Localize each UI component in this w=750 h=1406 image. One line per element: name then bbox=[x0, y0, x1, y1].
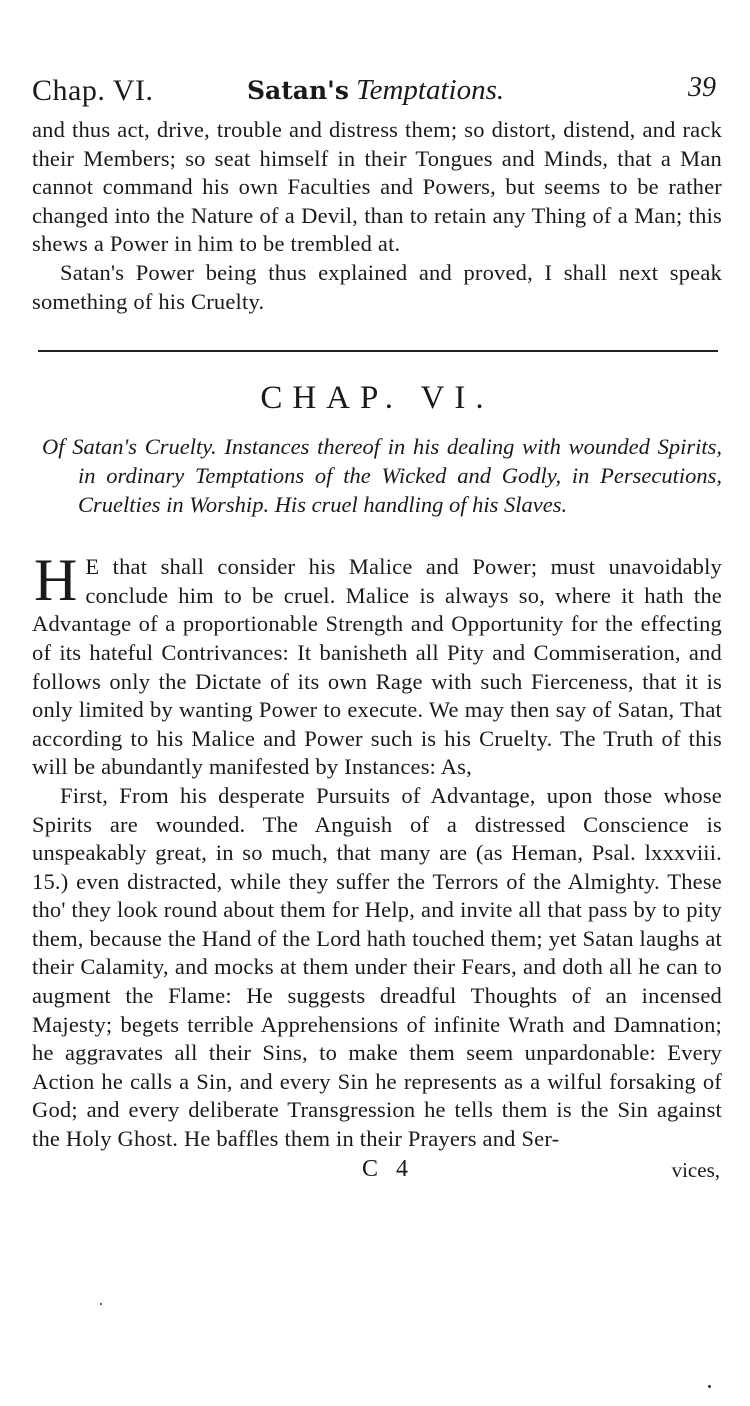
running-head bbox=[32, 70, 722, 116]
opening-paragraph: E that shall consider his Malice and Power; must unavoidably conclude him to be cruel. Malice is always so, where it hath the Advantage of a proportionable Strength and Opportunity for the effecting of its hateful Contrivances: It banisheth all Pity and Commiseration, and follows only the Dictate of its own Rage with such Fierceness, that it is only limited by wanting Power to execute. We may then say of Satan, That according to his Malice and Power such is his Cruelty. The Truth of this will be abundantly manifested by Instances: As, bbox=[32, 554, 722, 780]
chapter-body bbox=[32, 547, 722, 1153]
running-head-chapter: Chap. VI. bbox=[32, 74, 154, 107]
running-head-title bbox=[247, 74, 504, 107]
section-divider bbox=[38, 350, 718, 352]
running-head-title-upright: Satan's bbox=[247, 76, 349, 105]
catchword: vices, bbox=[671, 1157, 720, 1182]
transition-paragraph: Satan's Power being thus explained and proved, I shall next speak something of his Cruelty. bbox=[32, 259, 722, 314]
running-head-title-italic: Temptations. bbox=[356, 74, 505, 106]
chapter-summary: Of Satan's Cruelty. Instances thereof in his dealing with wounded Spirits, in ordinary Temptations of the Wicked and Godly, in Persecutions, Cruelties in Worship. His cruel handling of his Slaves. bbox=[42, 434, 722, 518]
ink-speck bbox=[708, 1385, 711, 1388]
drop-cap: H bbox=[34, 547, 78, 614]
ink-speck bbox=[100, 1303, 102, 1305]
signature-mark: C 4 bbox=[362, 1155, 415, 1182]
page-footer bbox=[32, 1156, 722, 1192]
chapter-heading: CHAP. VI. bbox=[260, 380, 494, 417]
continued-paragraph: and thus act, drive, trouble and distress them; so distort, distend, and rack their Members; so seat himself in their Tongues and Minds, that a Man cannot command his own Faculties and Powers, but seems to be rather changed into the Nature of a Devil, than to retain any Thing of a Man; this shews a Power in him to be trembled at. bbox=[32, 117, 722, 257]
page-number: 39 bbox=[688, 72, 716, 103]
book-page bbox=[32, 70, 722, 1192]
first-instance-paragraph: First, From his desperate Pursuits of Advantage, upon those whose Spirits are wounded. The Anguish of a distressed Conscience is unspeakably great, in so much, that many are (as Heman, Psal. lxxxviii. 15.) even distracted, while they suffer the Terrors of the Almighty. These tho' they look round about them for Help, and invite all that pass by to pity them, because the Hand of the Lord hath touched them; yet Satan laughs at their Calamity, and mocks at them under their Fears, and doth all he can to augment the Flame: He suggests dreadful Thoughts of an incensed Majesty; begets terrible Apprehensions of infinite Wrath and Damnation; he aggravates all their Sins, to make them seem unpardonable: Every Action he calls a Sin, and every Sin he represents as a wilful forsaking of God; and every deliberate Transgression he tells them is the Sin against the Holy Ghost. He baffles them in their Prayers and Ser- bbox=[32, 782, 722, 1152]
